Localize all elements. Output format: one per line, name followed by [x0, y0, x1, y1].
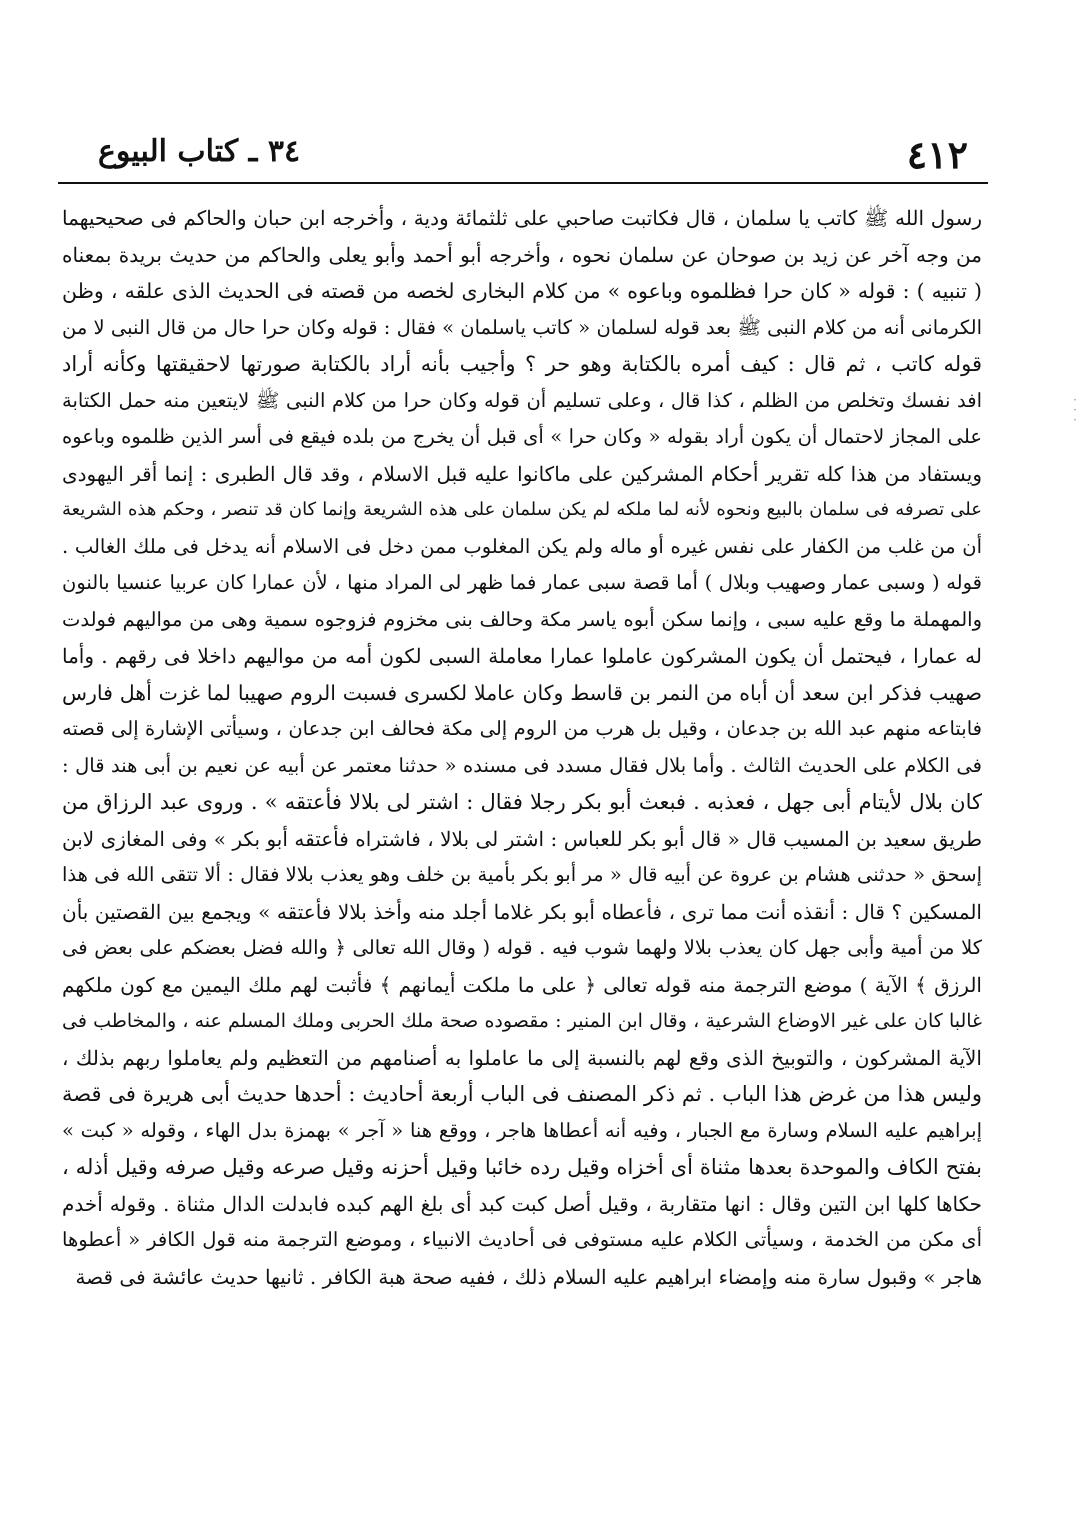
text-line: ( تنبيه ) : قوله « كان حرا فظلموه وباعوه » من كلام البخارى لخصه من قصته فى الحديث الذى علقه ، وظن: [62, 279, 982, 303]
text-line: الآية المشركون ، والتوبيخ الذى وقع لهم بالنسبة إلى ما عاملوا به أصنامهم من التعظيم ولم يعاملوا ربهم بذلك ،: [62, 1045, 982, 1070]
text-line: له عمارا ، فيحتمل أن يكون المشركون عاملوا عمارا معاملة السبى لكون أمه من مواليهم داخلا فى رقهم . وأما: [62, 644, 982, 668]
text-line: كلا من أمية وأبى جهل كان يعذب بلالا ولهما شوب فيه . قوله ( وقال الله تعالى ﴿ والله فضل بعضكم على بعض فى: [62, 936, 982, 959]
header-divider: [58, 182, 988, 184]
text-line: قوله ( وسبى عمار وصهيب وبلال ) أما قصة سبى عمار فما ظهر لى المراد منها ، لأن عمارا كان عربيا عنسيا بالنون: [62, 571, 982, 594]
text-line: إبراهيم عليه السلام وسارة مع الجبار ، وفيه أنه أعطاها هاجر ، ووقع هنا « آجر » بهمزة بدل الهاء ، وقوله « كبت »: [62, 1118, 982, 1142]
text-line: هاجر » وقبول سارة منه وإمضاء ابراهيم عليه السلام ذلك ، ففيه صحة هبة الكافر . ثانيها حديث عائشة فى قصة: [75, 1264, 982, 1289]
text-line: طريق سعيد بن المسيب قال « قال أبو بكر للعباس : اشتر لى بلالا ، فاشتراه فأعتقه أبو بكر » وفى المغازى لابن: [62, 826, 982, 851]
text-line: على تصرفه فى سلمان بالبيع ونحوه لأنه لما ملكه لم يكن سلمان على هذه الشريعة وإنما كان قد تنصر ، وحكم هذه الشريعة: [62, 499, 982, 520]
text-line: المسكين ؟ قال : أنقذه أنت مما ترى ، فأعطاه أبو بكر غلاما أجلد منه وأخذ بلالا فأعتقه » ويجمع بين القصتين بأن: [62, 899, 982, 924]
margin-speck: · · ·: [1073, 393, 1077, 427]
text-line: صهيب فذكر ابن سعد أن أباه من النمر بن قاسط وكان عاملا لكسرى فسبت الروم صهيبا لما غزت أهل فارس: [62, 680, 982, 705]
text-line: رسول الله ﷺ كاتب يا سلمان ، قال فكاتبت صاحبي على ثلثمائة ودية ، وأخرجه ابن حبان والحاكم فى صحيحيهما: [62, 206, 982, 230]
text-line: إسحق « حدثنى هشام بن عروة عن أبيه قال « مر أبو بكر بأمية بن خلف وهو يعذب بلالا فقال : ألا تتقى الله فى هذا: [62, 863, 982, 886]
text-line: أن من غلب من الكفار على نفس غيره أو ماله ولم يكن المغلوب ممن دخل فى الاسلام أنه يدخل فى ملك الغالب .: [62, 534, 982, 558]
text-line: والمهملة ما وقع عليه سبى ، وإنما سكن أبوه ياسر مكة وحالف بنى مخزوم فزوجوه سمية وهى من مواليهم فولدت: [62, 607, 982, 631]
text-line: على المجاز لاحتمال أن يكون أراد بقوله « وكان حرا » أى قبل أن يخرج من بلده فيقع فى أسر الذين ظلموه وباعوه: [62, 425, 982, 448]
text-line: الرزق ﴾ الآية ) موضع الترجمة منه قوله تعالى ﴿ على ما ملكت أيمانهم ﴾ فأثبت لهم ملك اليمين مع كون ملكهم: [62, 972, 982, 997]
body-text: [62, 200, 982, 1295]
text-line: فابتاعه منهم عبد الله بن جدعان ، وقيل بل هرب من الروم إلى مكة فحالف ابن جدعان ، وسيأتى الإشارة إلى قصته: [62, 717, 982, 740]
text-line: وليس هذا من غرض هذا الباب . ثم ذكر المصنف فى الباب أربعة أحاديث : أحدها حديث أبى هريرة فى قصة: [62, 1082, 982, 1106]
page-header: [58, 128, 988, 184]
text-line: غالبا كان على غير الاوضاع الشرعية ، وقال ابن المنير : مقصوده صحة ملك الحربى وملك المسلم عنه ، والمخاطب فى: [62, 1010, 982, 1032]
text-line: بفتح الكاف والموحدة بعدها مثناة أى أخزاه وقيل رده خائبا وقيل أحزنه وقيل صرعه وقيل صرفه وقيل أذله ،: [62, 1155, 982, 1179]
text-line: من وجه آخر عن زيد بن صوحان عن سلمان نحوه ، وأخرجه أبو أحمد وأبو يعلى والحاكم من حديث بريدة بمعناه: [62, 242, 982, 267]
text-line: أى مكن من الخدمة ، وسيأتى الكلام عليه مستوفى فى أحاديث الانبياء ، وموضع الترجمة منه قول الكافر « أعطوها: [62, 1228, 982, 1251]
text-line: الكرمانى أنه من كلام النبى ﷺ بعد قوله لسلمان « كاتب ياسلمان » فقال : قوله وكان حرا حال من قال النبى لا من: [62, 315, 982, 339]
page-number: ٤١٢: [906, 132, 968, 177]
text-line: حكاها كلها ابن التين وقال : انها متقاربة ، وقيل أصل كبت كبد أى بلغ الهم كبده فابدلت الدال مثناة . وقوله أخدم: [62, 1191, 982, 1216]
text-line: قوله كاتب ، ثم قال : كيف أمره بالكتابة وهو حر ؟ وأجيب بأنه أراد بالكتابة صورتها لاحقيقتها وكأنه أراد: [62, 352, 982, 376]
text-line: فى الكلام على الحديث الثالث . وأما بلال فقال مسدد فى مسنده « حدثنا معتمر عن أبيه عن نعيم بن أبى هند قال :: [62, 753, 982, 777]
text-line: كان بلال لأيتام أبى جهل ، فعذبه . فبعث أبو بكر رجلا فقال : اشتر لى بلالا فأعتقه » . وروى عبد الرزاق من: [62, 790, 982, 814]
text-line: ويستفاد من هذا كله تقرير أحكام المشركين على ماكانوا عليه قبل الاسلام ، وقد قال الطبرى : إنما أقر اليهودى: [62, 461, 982, 486]
chapter-title: ٣٤ ـ كتاب البيوع: [98, 134, 301, 169]
text-line: افد نفسك وتخلص من الظلم ، كذا قال ، وعلى تسليم أن قوله وكان حرا من كلام النبى ﷺ لايتعين منه حمل الكتابة: [62, 388, 982, 412]
